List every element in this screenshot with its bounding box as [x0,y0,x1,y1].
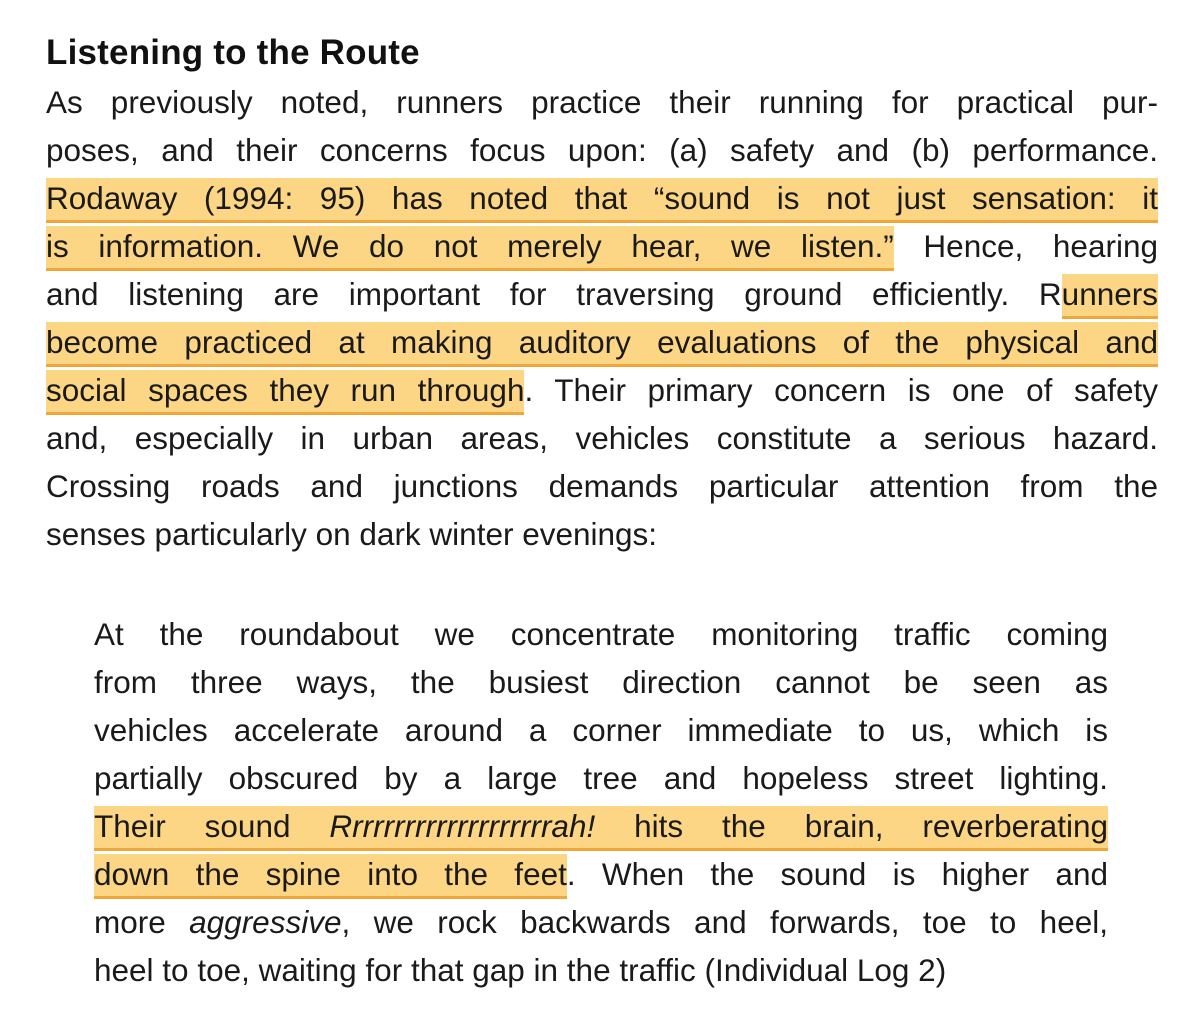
text-run: poses, and their concerns focus upon: (a) safety and (b) performance. [46,132,1158,168]
highlighted-text[interactable]: down the spine into the feet [94,854,567,899]
highlighted-text[interactable] [94,806,1108,851]
text-run: Their sound [94,808,330,844]
text-run: Hence, hearing [893,228,1158,264]
quote-line-3 [94,710,1108,750]
text-run: heel to toe, waiting for that gap in the traffic (Individual Log 2) [94,952,947,988]
paragraph-line-1 [46,82,1158,122]
highlighted-text[interactable]: unners [1062,274,1158,319]
text-run: senses particularly on dark winter evenings: [46,516,658,552]
paragraph-line-2 [46,130,1158,170]
quote-line-6 [94,854,1108,894]
text-run: . Their primary concern is one of safety [524,372,1158,408]
quote-line-7 [94,902,1108,942]
text-run: . When the sound is higher and [566,856,1108,892]
section-heading: Listening to the Route [46,33,420,72]
text-run: and listening are important for traversing ground efficiently. R [46,276,1062,312]
paragraph-line-7 [46,370,1158,410]
paragraph-line-10 [46,514,1158,554]
paragraph-line-3 [46,178,1158,218]
quote-line-2 [94,662,1108,702]
quote-line-1 [94,614,1108,654]
text-run: hits the brain, reverberating [595,808,1108,844]
paragraph-line-8 [46,418,1158,458]
highlighted-text[interactable]: become practiced at making auditory evaluations of the physical and [46,322,1158,367]
highlighted-text[interactable]: social spaces they run through [46,370,524,415]
quote-line-8 [94,950,1108,990]
text-run: vehicles accelerate around a corner immediate to us, which is [94,712,1108,748]
text-run: At the roundabout we concentrate monitoring traffic coming [94,616,1108,652]
text-run: from three ways, the busiest direction cannot be seen as [94,664,1108,700]
text-run: As previously noted, runners practice their running for practical pur- [46,84,1158,120]
text-run: more [94,904,190,940]
emphasis-text: aggressive [189,904,342,940]
text-run: Crossing roads and junctions demands particular attention from the [46,468,1158,504]
emphasis-text: Rrrrrrrrrrrrrrrrrrrrah! [329,808,596,844]
paragraph-line-6 [46,322,1158,362]
paragraph-line-5 [46,274,1158,314]
quote-line-4 [94,758,1108,798]
paragraph-line-9 [46,466,1158,506]
text-run: partially obscured by a large tree and hopeless street lighting. [94,760,1108,796]
text-run: , we rock backwards and forwards, toe to heel, [341,904,1108,940]
text-run: and, especially in urban areas, vehicles constitute a serious hazard. [46,420,1158,456]
highlighted-text[interactable]: Rodaway (1994: 95) has noted that “sound is not just sensation: it [46,178,1158,223]
quote-line-5 [94,806,1108,846]
highlighted-text[interactable]: is information. We do not merely hear, we listen.” [46,226,894,271]
paragraph-line-4 [46,226,1158,266]
